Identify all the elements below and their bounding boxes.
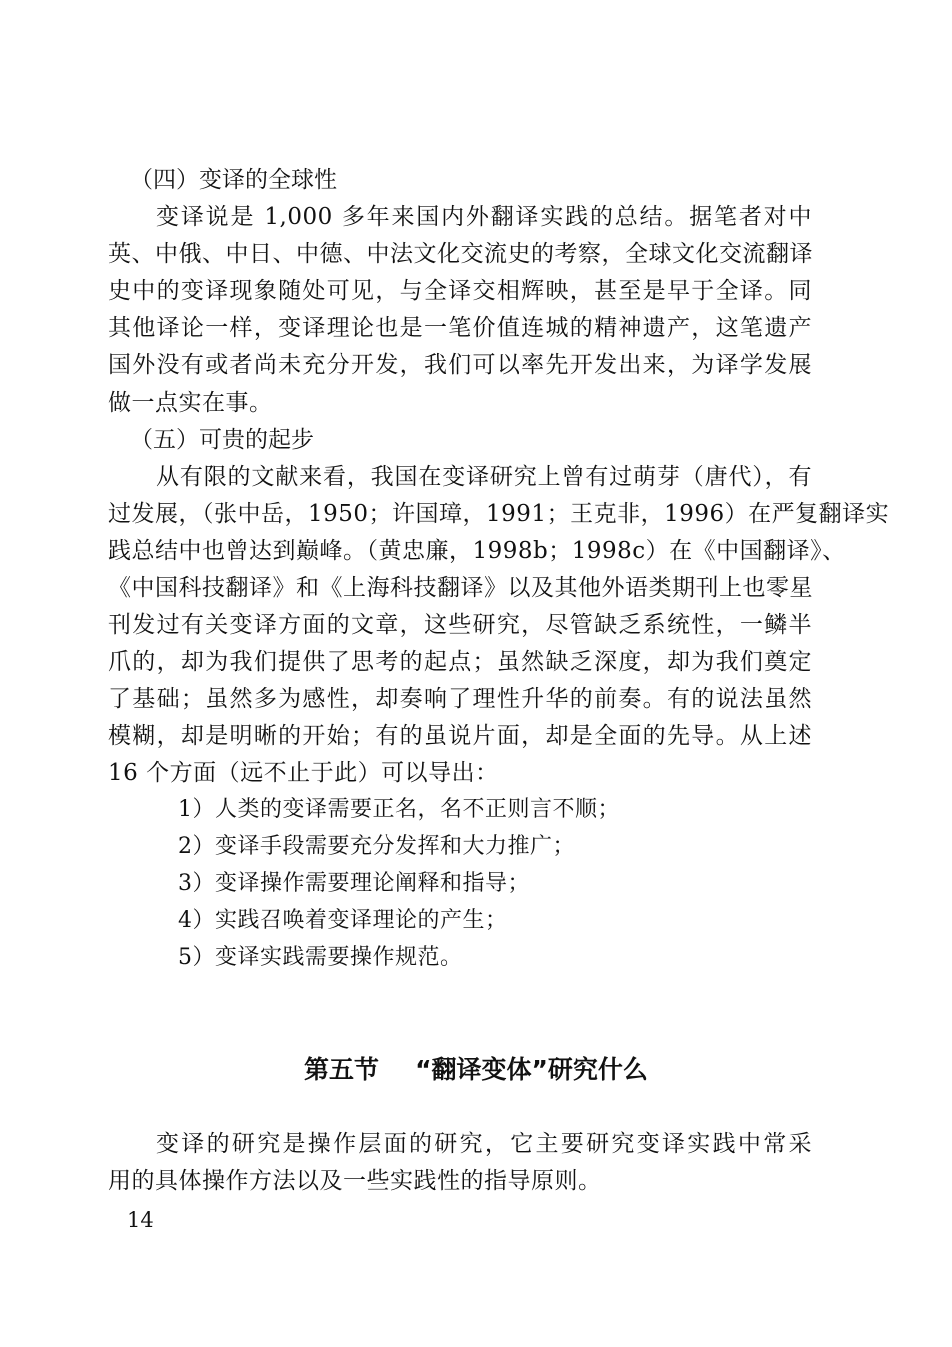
paragraph-line: 刊发过有关变译方面的文章，这些研究，尽管缺乏系统性，一鳞半 (108, 612, 812, 638)
list-item: 4）实践召唤着变译理论的产生； (178, 908, 508, 933)
section-number: 第五节 (304, 1055, 380, 1084)
list-item: 2）变译手段需要充分发挥和大力推广； (178, 834, 575, 859)
subsection-heading-5: （五）可贵的起步 (130, 427, 314, 453)
list-item: 3）变译操作需要理论阐释和指导； (178, 871, 530, 896)
paragraph-line: 英、中俄、中日、中德、中法文化交流史的考察，全球文化交流翻译 (108, 241, 813, 267)
paragraph-line: 了基础；虽然多为感性，却奏响了理性升华的前奏。有的说法虽然 (108, 686, 812, 712)
paragraph-line: 《中国科技翻译》和《上海科技翻译》以及其他外语类期刊上也零星 (108, 575, 813, 601)
paragraph-line: 过发展，（张中岳，1950；许国璋，1991；王克非，1996）在严复翻译实 (108, 501, 890, 527)
paragraph-line: 其他译论一样，变译理论也是一笔价值连城的精神遗产，这笔遗产 (108, 315, 812, 341)
paragraph-line: 变译的研究是操作层面的研究，它主要研究变译实践中常采 (156, 1131, 812, 1157)
paragraph-line: 爪的，却为我们提供了思考的起点；虽然缺乏深度，却为我们奠定 (108, 649, 812, 675)
paragraph-line: 16 个方面（远不止于此）可以导出： (108, 760, 499, 786)
section-title (0, 1052, 952, 1088)
paragraph-line: 变译说是 1,000 多年来国内外翻译实践的总结。据笔者对中 (156, 204, 812, 230)
paragraph-line: 做一点实在事。 (108, 390, 273, 416)
paragraph-line: 国外没有或者尚未充分开发，我们可以率先开发出来，为译学发展 (108, 352, 812, 378)
paragraph-line: 用的具体操作方法以及一些实践性的指导原则。 (108, 1168, 602, 1194)
paragraph-line: 从有限的文献来看，我国在变译研究上曾有过萌芽（唐代），有 (156, 464, 812, 490)
list-item: 1）人类的变译需要正名，名不正则言不顺； (178, 797, 620, 822)
paragraph-line: 史中的变译现象随处可见，与全译交相辉映，甚至是早于全译。同 (108, 278, 812, 304)
paragraph-line: 模糊，却是明晰的开始；有的虽说片面，却是全面的先导。从上述 (108, 723, 812, 749)
section-title-text: “翻译变体”研究什么 (415, 1055, 648, 1084)
subsection-heading-4: （四）变译的全球性 (130, 167, 337, 193)
page-number: 14 (127, 1208, 154, 1232)
list-item: 5）变译实践需要操作规范。 (178, 945, 463, 970)
paragraph-line: 践总结中也曾达到巅峰。（黄忠廉，1998b；1998c）在《中国翻译》、 (108, 538, 846, 564)
